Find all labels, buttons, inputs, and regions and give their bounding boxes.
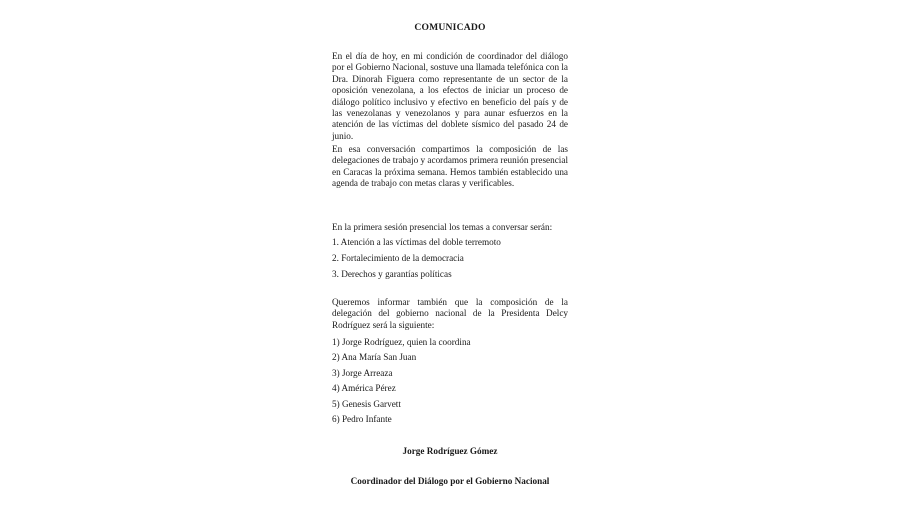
delegation-member: 6) Pedro Infante <box>332 414 392 424</box>
delegation-member: 2) Ana María San Juan <box>332 352 417 362</box>
paragraph-delegation-intro: Queremos informar también que la composición de la delegación del gobierno nacional de la Presidenta Delcy Rodríguez será la siguiente: <box>332 297 568 330</box>
topic-item: 1. Atención a las víctimas del doble terremoto <box>332 237 501 247</box>
paragraph-intro: En el día de hoy, en mi condición de coordinador del diálogo por el Gobierno Nacional, sostuve una llamada telefónica con la Dra. Dinorah Figuera como representante de un sector de la oposición venezolana, a los efectos de iniciar un proceso de diálogo político inclusivo y efectivo en beneficio del país y de las venezolanas y venezolanos y para aunar esfuerzos en la atención de las víctimas del doblete sísmico del pasado 24 de junio. <box>332 51 568 141</box>
topic-item: 2. Fortalecimiento de la democracia <box>332 253 464 263</box>
topic-item: 3. Derechos y garantías políticas <box>332 269 452 279</box>
signature-role: Coordinador del Diálogo por el Gobierno Nacional <box>350 476 550 486</box>
delegation-member: 1) Jorge Rodríguez, quien la coordina <box>332 337 471 347</box>
paragraph-topics-intro: En la primera sesión presencial los temas a conversar serán: <box>332 222 553 232</box>
delegation-member: 3) Jorge Arreaza <box>332 368 393 378</box>
document-title: COMUNICADO <box>414 22 486 33</box>
paragraph-conversation: En esa conversación compartimos la composición de las delegaciones de trabajo y acordamos primera reunión presencial en Caracas la próxima semana. Hemos también establecido una agenda de trabajo con metas claras y verificables. <box>332 144 568 189</box>
signature-name: Jorge Rodríguez Gómez <box>402 446 498 456</box>
delegation-member: 4) América Pérez <box>332 383 396 393</box>
delegation-member: 5) Genesis Garvett <box>332 399 401 409</box>
